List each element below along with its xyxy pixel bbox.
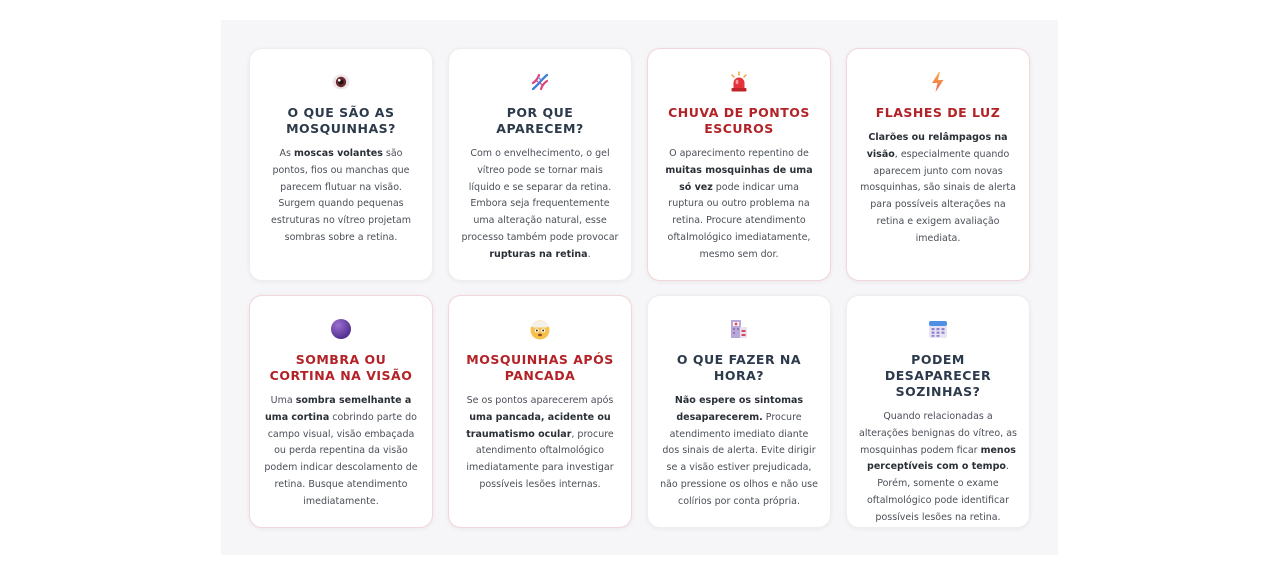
body-text: são pontos, fios ou manchas que parecem flutuar na visão. Surgem quando pequenas estruturas no vítreo projetam sombras sobre a retina. bbox=[271, 148, 411, 243]
emphasis-text: menos perceptíveis com o tempo bbox=[867, 444, 1016, 473]
body-text: Uma bbox=[270, 395, 296, 406]
card-light-flashes bbox=[846, 48, 1030, 281]
emphasis-text: muitas mosquinhas de uma só vez bbox=[665, 164, 813, 193]
card-body bbox=[461, 393, 619, 494]
card-body bbox=[660, 146, 818, 264]
emphasis-text: rupturas na retina bbox=[489, 248, 588, 260]
purple-circle-icon bbox=[330, 318, 352, 340]
card-body bbox=[262, 146, 420, 247]
card-body bbox=[859, 409, 1017, 527]
card-title: PODEM DESAPARECER SOZINHAS? bbox=[884, 352, 992, 399]
body-text: Procure atendimento imediato diante dos sinais de alerta. Evite dirigir se a visão estiver prejudicada, não pressione os olhos e não use colírios por conta própria. bbox=[660, 411, 818, 507]
info-panel bbox=[221, 20, 1058, 555]
eye-icon bbox=[330, 71, 352, 93]
card-shower-of-dark-spots bbox=[647, 48, 831, 281]
hospital-icon bbox=[728, 318, 750, 340]
emphasis-text: moscas volantes bbox=[293, 148, 383, 159]
card-what-to-do-now bbox=[647, 295, 831, 528]
card-why-they-appear bbox=[448, 48, 632, 281]
body-text: pode indicar uma ruptura ou outro problema na retina. Procure atendimento oftalmológico imediatamente, mesmo sem dor. bbox=[667, 181, 811, 260]
bandaged-face-icon bbox=[529, 318, 551, 340]
lightning-icon bbox=[927, 71, 949, 93]
emphasis-text: Clarões ou relâmpagos na visão bbox=[866, 132, 1008, 160]
body-text: , especialmente quando aparecem junto com novas mosquinhas, são sinais de alerta para possíveis alterações na retina e exigem avaliação imediata. bbox=[860, 148, 1016, 244]
body-text: . Porém, somente o exame oftalmológico pode identificar possíveis lesões na retina. bbox=[867, 461, 1009, 523]
card-what-are-floaters bbox=[249, 48, 433, 281]
emphasis-text: Não espere os sintomas desaparecerem. bbox=[674, 395, 804, 423]
card-title: O QUE FAZER NA HORA? bbox=[676, 352, 802, 383]
body-text: O aparecimento repentino de bbox=[669, 148, 809, 159]
body-text: As bbox=[279, 148, 294, 159]
body-text: . bbox=[587, 248, 591, 260]
card-title: CHUVA DE PONTOS ESCUROS bbox=[668, 105, 810, 136]
card-body bbox=[461, 146, 619, 264]
card-body bbox=[262, 393, 420, 511]
calendar-icon bbox=[927, 318, 949, 340]
emphasis-text: uma pancada, acidente ou traumatismo ocular bbox=[466, 411, 611, 440]
card-shadow-or-curtain bbox=[249, 295, 433, 528]
cards-grid bbox=[249, 48, 1031, 528]
body-text: cobrindo parte do campo visual, visão embaçada ou perda repentina da visão podem indicar descolamento de retina. Busque atendimento imediatamente. bbox=[264, 411, 418, 507]
body-text: Quando relacionadas a alterações benignas do vítreo, as mosquinhas podem ficar bbox=[859, 411, 1017, 456]
siren-icon bbox=[728, 71, 750, 93]
card-body bbox=[660, 393, 818, 511]
card-title: MOSQUINHAS APÓS PANCADA bbox=[466, 352, 614, 383]
card-title: FLASHES DE LUZ bbox=[875, 105, 1001, 120]
card-title: SOMBRA OU CORTINA NA VISÃO bbox=[269, 352, 413, 383]
dna-icon bbox=[529, 71, 551, 93]
card-can-they-disappear bbox=[846, 295, 1030, 528]
card-title: O QUE SÃO AS MOSQUINHAS? bbox=[286, 105, 396, 136]
card-body bbox=[859, 130, 1017, 248]
emphasis-text: sombra semelhante a uma cortina bbox=[265, 395, 412, 423]
body-text: Se os pontos aparecerem após bbox=[466, 395, 614, 406]
card-after-a-blow bbox=[448, 295, 632, 528]
card-title: POR QUE APARECEM? bbox=[496, 105, 584, 136]
body-text: Com o envelhecimento, o gel vítreo pode se tornar mais líquido e se separar da retina. Embora seja frequentemente uma alteração natural, esse processo também pode provocar bbox=[461, 148, 619, 243]
body-text: , procure atendimento oftalmológico imediatamente para investigar possíveis lesões internas. bbox=[466, 428, 614, 490]
